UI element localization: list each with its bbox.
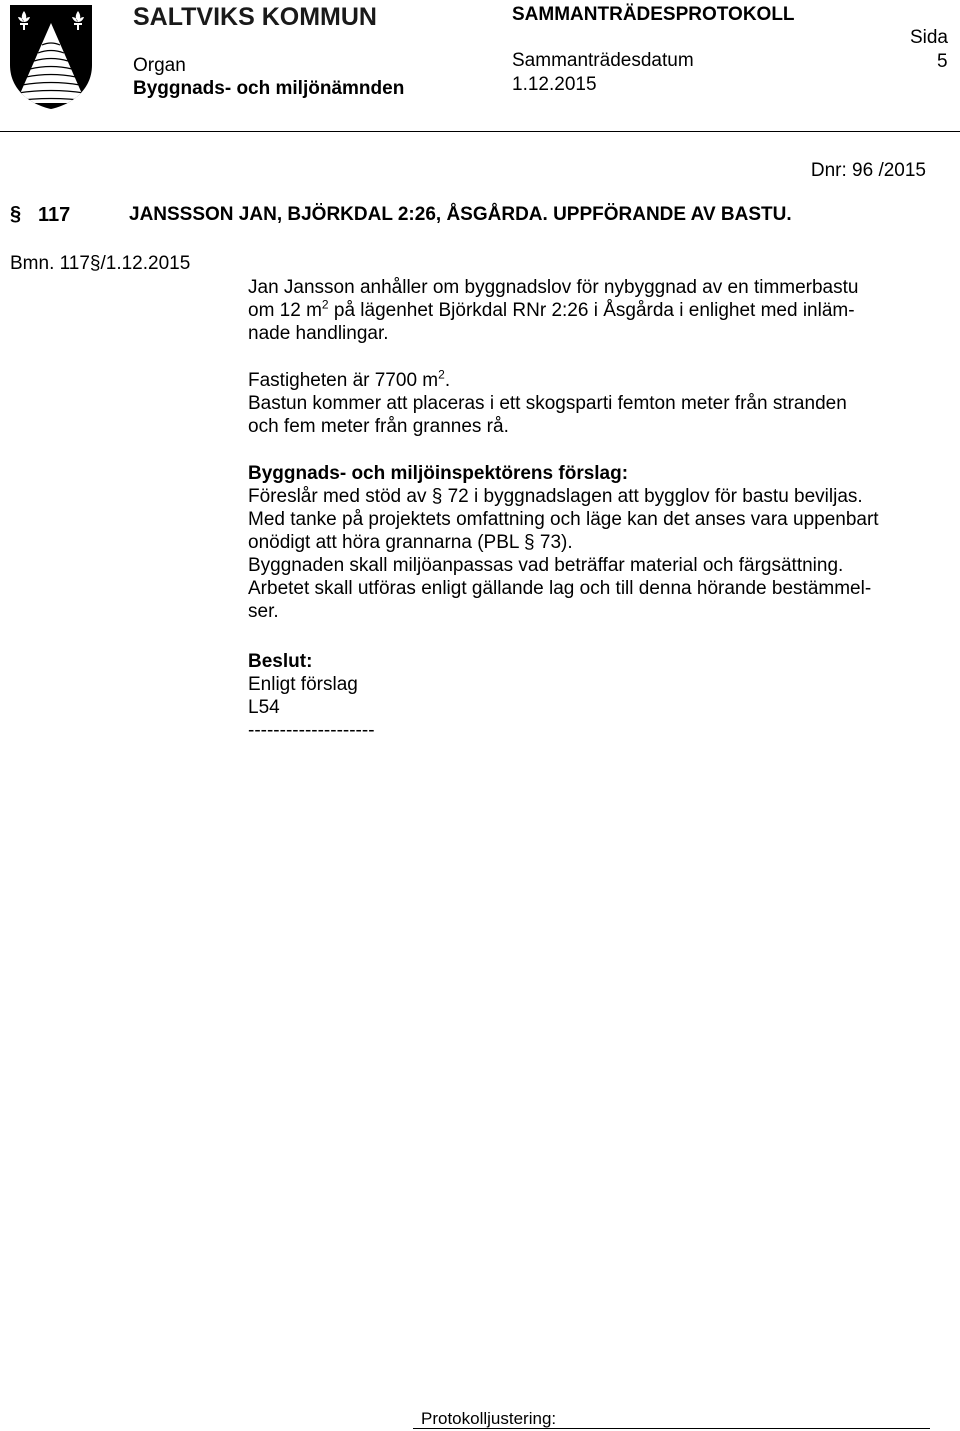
section-symbol: § — [10, 203, 22, 225]
text-line: om 12 $m^2$ på lägenhet Björkdal RNr 2:26 i Åsgårda i enlighet med inläm- — [248, 297, 855, 321]
header-divider — [0, 131, 960, 132]
text-line: Fastigheten är 7700 $m^2$. — [248, 367, 451, 391]
text-line: Föreslår med stöd av § 72 i byggnadslagen att bygglov för bastu beviljas. — [248, 486, 863, 507]
municipality-name: SALTVIKS KOMMUN — [133, 3, 377, 31]
page-number: 5 — [937, 51, 948, 72]
decision-heading: Beslut: — [248, 651, 313, 672]
organ-value: Byggnads- och miljönämnden — [133, 78, 405, 99]
coat-of-arms-icon — [8, 3, 94, 111]
text-line: Jan Jansson anhåller om byggnadslov för nybyggnad av en timmerbastu — [248, 277, 859, 298]
section-number: 117 — [38, 204, 71, 226]
paragraph-property — [248, 369, 847, 438]
text-line: Med tanke på projektets omfattning och läge kan det anses vara uppenbart — [248, 509, 879, 530]
organ-label: Organ — [133, 55, 186, 76]
section-reference: Bmn. 117§/1.12.2015 — [10, 253, 191, 274]
paragraph-application — [248, 276, 858, 345]
signature-line — [413, 1428, 930, 1429]
text-line: -------------------- — [248, 720, 375, 741]
protocol-title: SAMMANTRÄDESPROTOKOLL — [512, 4, 795, 25]
meeting-date-value: 1.12.2015 — [512, 74, 597, 95]
text-line: onödigt att höra grannarna (PBL § 73). — [248, 532, 573, 553]
text-line: Arbetet skall utföras enligt gällande lag och till denna hörande bestämmel- — [248, 578, 872, 599]
text-line: ser. — [248, 601, 279, 622]
text-line: Enligt förslag — [248, 674, 358, 695]
text-line: Byggnaden skall miljöanpassas vad beträffar material och färgsättning. — [248, 555, 844, 576]
proposal-heading: Byggnads- och miljöinspektörens förslag: — [248, 463, 629, 484]
text-line: nade handlingar. — [248, 323, 389, 344]
page-label: Sida — [909, 27, 948, 48]
diary-number: Dnr: 96 /2015 — [810, 160, 926, 181]
paragraph-decision — [248, 650, 375, 742]
meeting-date-label: Sammanträdesdatum — [512, 50, 694, 71]
signature-label: Protokolljustering: — [421, 1409, 557, 1428]
section-title: JANSSSON JAN, BJÖRKDAL 2:26, ÅSGÅRDA. UPPFÖRANDE AV BASTU. — [129, 204, 792, 225]
text-line: Bastun kommer att placeras i ett skogsparti femton meter från stranden — [248, 393, 847, 414]
text-line: och fem meter från grannes rå. — [248, 416, 509, 437]
text-line: L54 — [248, 697, 280, 718]
paragraph-proposal — [248, 462, 879, 623]
